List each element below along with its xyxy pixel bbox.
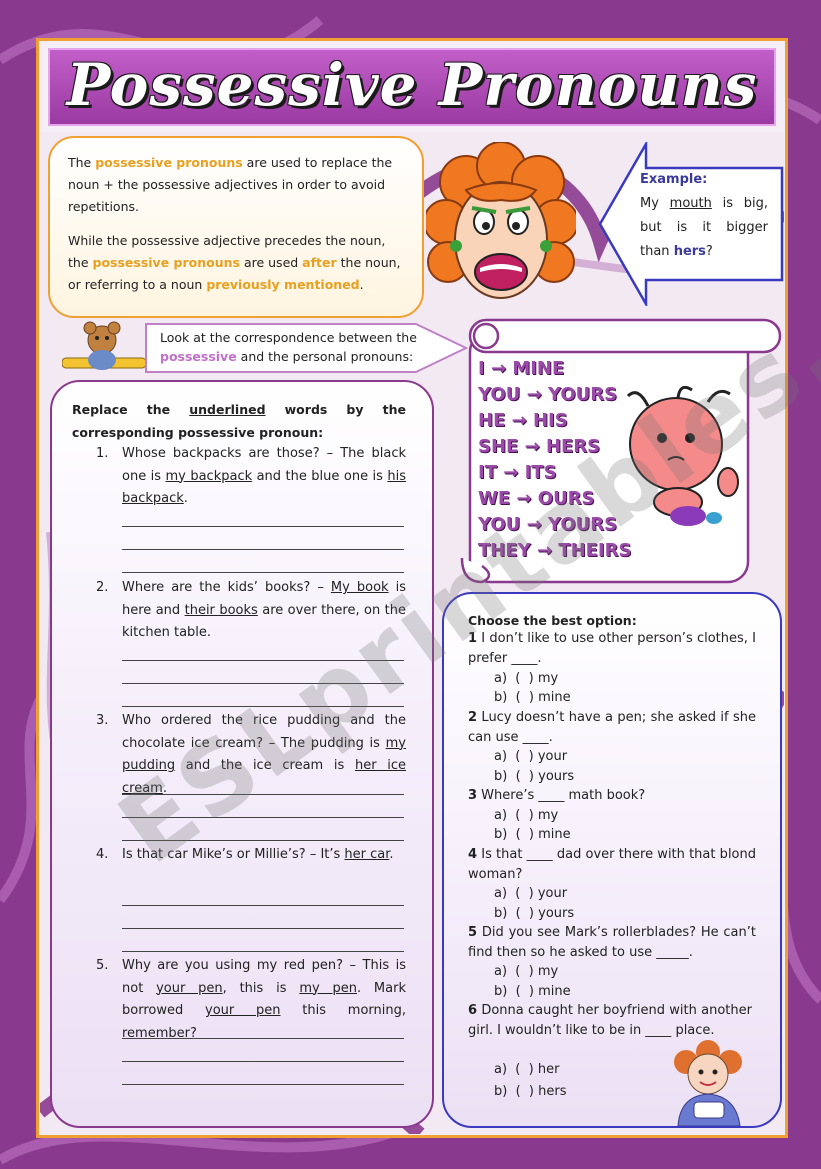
mc-option[interactable]: b) ( ) mine xyxy=(494,827,571,842)
pronoun-pair: I → MINE xyxy=(478,358,565,379)
pronoun-pair: HE → HIS xyxy=(478,410,568,431)
mc-option[interactable]: b) ( ) mine xyxy=(494,984,571,999)
question-3: 3. Who ordered the rice pudding and the chocolate ice cream? – The pudding is my pudding and the ice cream is her ice cream. xyxy=(96,713,406,796)
answer-line[interactable] xyxy=(122,660,404,661)
intro-paragraph-2: While the possessive adjective precedes the noun, the possessive pronouns are used after the noun, or referring to a noun previously mentioned. xyxy=(68,233,401,292)
answer-line[interactable] xyxy=(122,928,404,929)
mc-option[interactable]: a) ( ) your xyxy=(494,886,568,901)
mc-question-2: 2 Lucy doesn’t have a pen; she asked if she can use ____. xyxy=(468,710,756,745)
page-title: Possessive Pronouns xyxy=(66,51,758,119)
exercise-2-title: Choose the best option: xyxy=(468,613,637,628)
answer-line[interactable] xyxy=(122,905,404,906)
answer-line[interactable] xyxy=(122,549,404,550)
mc-option[interactable]: b) ( ) yours xyxy=(494,769,575,784)
example-heading: Example: xyxy=(640,172,708,187)
mc-option[interactable]: a) ( ) my xyxy=(494,964,559,979)
answer-line[interactable] xyxy=(122,1084,404,1085)
exercise-1-instructions: Replace the underlined words by the corresponding possessive pronoun: xyxy=(72,402,406,440)
mc-option[interactable]: a) ( ) your xyxy=(494,749,568,764)
mc-question-1: 1 I don’t like to use other person’s clothes, I prefer ____. xyxy=(468,631,756,666)
answer-line[interactable] xyxy=(122,817,404,818)
cartoon-woman-face-icon xyxy=(426,142,576,314)
pronoun-pair: THEY → THEIRS xyxy=(478,540,632,561)
answer-line[interactable] xyxy=(122,526,404,527)
pronoun-pair: WE → OURS xyxy=(478,488,595,509)
pronoun-pair: IT → ITS xyxy=(478,462,557,483)
answer-line[interactable] xyxy=(122,794,404,795)
answer-line[interactable] xyxy=(122,572,404,573)
rag-doll-icon xyxy=(660,1040,756,1126)
mc-option[interactable]: a) ( ) my xyxy=(494,808,559,823)
pronoun-pair: YOU → YOURS xyxy=(478,514,618,535)
mc-question-3: 3 Where’s ____ math book? xyxy=(468,788,646,803)
answer-line[interactable] xyxy=(122,706,404,707)
mc-question-5: 5 Did you see Mark’s rollerblades? He can’t find then so he asked to use _____. xyxy=(468,925,756,960)
answer-line[interactable] xyxy=(122,1061,404,1062)
answer-line[interactable] xyxy=(122,840,404,841)
question-1: 1. Whose backpacks are those? – The black one is my backpack and the blue one is his backpack. xyxy=(96,446,407,506)
mc-question-6: 6 Donna caught her boyfriend with another girl. I wouldn’t like to be in ____ place. xyxy=(468,1003,752,1038)
mc-option[interactable]: b) ( ) yours xyxy=(494,906,575,921)
question-2: 2. Where are the kids’ books? – My book is here and their books are over there, on the kitchen table. xyxy=(96,580,406,640)
answer-line[interactable] xyxy=(122,1038,404,1039)
teddy-bear-pencil-icon xyxy=(62,318,146,378)
correspondence-text: Look at the correspondence between the possessive and the personal pronouns: xyxy=(160,330,417,364)
question-4: 4. Is that car Mike’s or Millie’s? – It’s her car. xyxy=(96,847,394,862)
intro-paragraph-1: The possessive pronouns are used to replace the noun + the possessive adjectives in order to avoid repetitions. xyxy=(68,155,393,214)
pronoun-pair: SHE → HERS xyxy=(478,436,601,457)
mc-option[interactable]: a) ( ) her xyxy=(494,1062,560,1077)
mc-option[interactable]: b) ( ) hers xyxy=(494,1084,567,1099)
example-text: Example: My mouth is big, but is it bigger than hers? xyxy=(640,168,768,264)
mc-option[interactable]: b) ( ) mine xyxy=(494,690,571,705)
cartoon-baby-icon xyxy=(618,386,746,536)
answer-line[interactable] xyxy=(122,683,404,684)
answer-line[interactable] xyxy=(122,951,404,952)
mc-question-4: 4 Is that ____ dad over there with that blond woman? xyxy=(468,847,756,882)
intro-box xyxy=(48,136,424,318)
mc-option[interactable]: a) ( ) my xyxy=(494,671,559,686)
question-5: 5. Why are you using my red pen? – This is not your pen, this is my pen. Mark borrowed your pen this morning, remember? xyxy=(96,958,406,1041)
pronoun-pair: YOU → YOURS xyxy=(478,384,618,405)
